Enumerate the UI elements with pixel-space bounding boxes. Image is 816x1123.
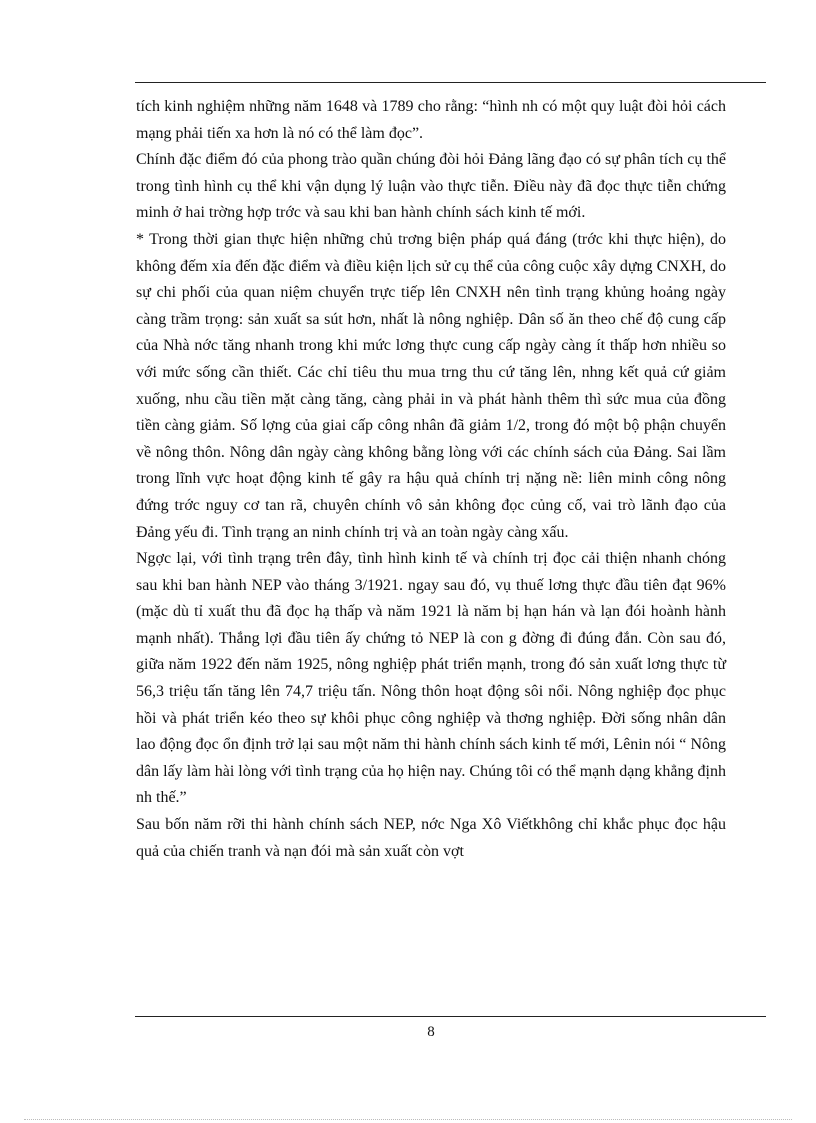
paragraph-3: * Trong thời gian thực hiện những chủ trơng biện pháp quá đáng (trớc khi thực hiện), do không đếm xỉa đến đặc điểm và điều kiện lịch sử cụ thể của công cuộc xây dựng CNXH, do sự chi phối của quan niệm chuyển trực tiếp lên CNXH nên tình trạng khủng hoảng ngày càng trầm trọng: sản xuất sa sút hơn, nhất là nông nghiệp. Dân số ăn theo chế độ cung cấp của Nhà nớc tăng nhanh trong khi mức lơng thực cung cấp ngày càng ít thấp hơn nhiều so với mức sống cần thiết. Các chỉ tiêu thu mua trng thu cứ tăng lên, nhng kết quả cứ giảm xuống, nhu cầu tiền mặt càng tăng, càng phải in và phát hành thêm thì sức mua của đồng tiền càng giảm. Số lợng của giai cấp công nhân đã giảm 1/2, trong đó một bộ phận chuyển về nông thôn. Nông dân ngày càng không bằng lòng với các chính sách của Đảng. Sai lầm trong lĩnh vực hoạt động kinh tế gây ra hậu quả chính trị nặng nề: liên minh công nông đứng trớc nguy cơ tan rã, chuyên chính vô sản không đọc củng cố, vai trò lãnh đạo của Đảng yếu đi. Tình trạng an ninh chính trị và an toàn ngày càng xấu.: [136, 230, 726, 541]
header-rule: [135, 82, 766, 83]
page-number: 8: [427, 1024, 435, 1040]
paragraph-2: Chính đặc điểm đó của phong trào quần chúng đòi hỏi Đảng lãng đạo có sự phân tích cụ thể trong tình hình cụ thể khi vận dụng lý luận vào thực tiễn. Điều này đã đọc thực tiễn chứng minh ở hai trờng hợp trớc và sau khi ban hành chính sách kinh tế mới.: [136, 151, 726, 222]
paragraph-4: Ngợc lại, với tình trạng trên đây, tình hình kinh tế và chính trị đọc cải thiện nhanh chóng sau khi ban hành NEP vào tháng 3/1921. ngay sau đó, vụ thuế lơng thực đầu tiên đạt 96% (mặc dù tỉ xuất thu đã đọc hạ thấp và năm 1921 là năm bị hạn hán và lạn đói hoành hành mạnh nhất). Thắng lợi đầu tiên ấy chứng tỏ NEP là con g đờng đi đúng đắn. Còn sau đó, giữa năm 1922 đến năm 1925, nông nghiệp phát triển mạnh, trong đó sản xuất lơng thực từ 56,3 triệu tấn tăng lên 74,7 triệu tấn. Nông thôn hoạt động sôi nổi. Nông nghiệp đọc phục hồi và phát triển kéo theo sự khôi phục công nghiệp và thơng nghiệp. Đời sống nhân dân lao động đọc ổn định trở lại sau một năm thi hành chính sách kinh tế mới, Lênin nói “ Nông dân lấy làm hài lòng với tình trạng của họ hiện nay. Chúng tôi có thể mạnh dạng khẳng định nh thế.”: [136, 550, 726, 807]
paragraph-5: Sau bốn năm rỡi thi hành chính sách NEP, nớc Nga Xô Viếtkhông chỉ khắc phục đọc hậu quả của chiến tranh và nạn đói mà sản xuất còn vợt: [136, 816, 726, 860]
paragraph-1: tích kinh nghiệm những năm 1648 và 1789 cho rằng: “hình nh có một quy luật đòi hỏi cách mạng phải tiến xa hơn là nó có thể làm đọc”.: [136, 98, 726, 142]
footer-rule: [135, 1016, 766, 1017]
document-body: [136, 94, 726, 865]
page-edge-divider: [24, 1119, 792, 1120]
